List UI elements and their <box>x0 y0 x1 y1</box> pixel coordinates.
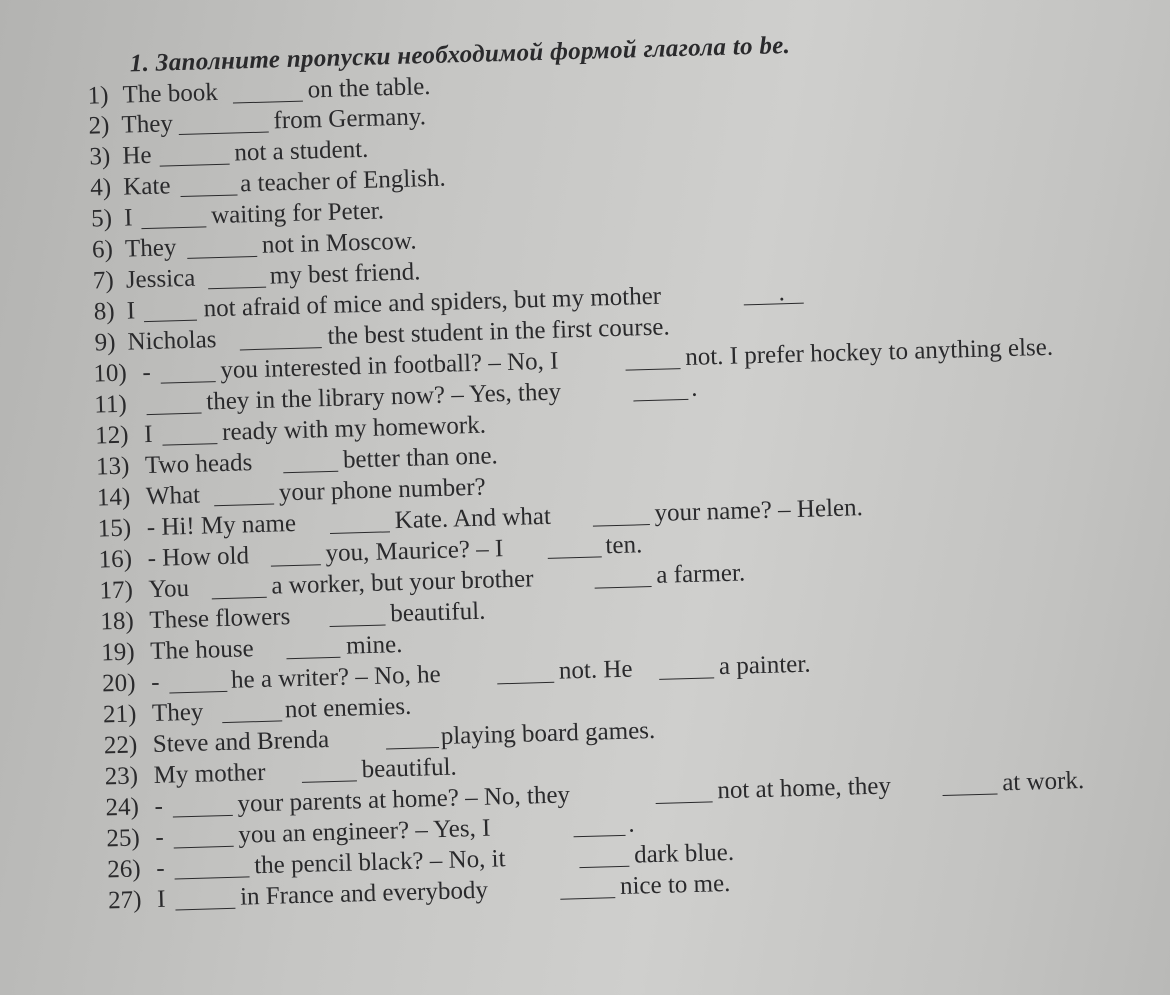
answer-blank[interactable] <box>283 471 338 474</box>
sentence-text: . <box>778 279 786 307</box>
sentence-number: 13) <box>95 452 130 481</box>
sentence-start: - <box>155 854 166 882</box>
answer-blank[interactable] <box>330 624 386 627</box>
sentence-start: - <box>150 668 160 697</box>
sentence-text: your phone number? <box>278 473 487 507</box>
sentence-text: nice to me. <box>619 869 731 901</box>
answer-blank[interactable] <box>208 287 266 290</box>
sentence-start: My mother <box>153 758 266 790</box>
sentence-text: a farmer. <box>655 559 746 589</box>
sentence-number: 21) <box>102 700 137 729</box>
sentence-start: Nicholas <box>127 326 217 356</box>
sentence-text: your parents at home? – No, they <box>237 781 571 818</box>
sentence-start: Two heads <box>144 449 253 480</box>
answer-blank[interactable] <box>169 691 227 694</box>
sentence-text: a teacher of English. <box>239 164 446 198</box>
sentence-text: a worker, but your brother <box>271 565 534 600</box>
sentence-text: not. I prefer hockey to anything else. <box>684 333 1054 372</box>
sentence-start: - <box>142 358 152 387</box>
answer-blank[interactable] <box>633 399 688 402</box>
answer-blank[interactable] <box>222 720 282 723</box>
answer-blank[interactable] <box>656 801 713 804</box>
sentence-start: - <box>155 823 165 851</box>
sentence-start: Steve and Brenda <box>152 726 330 759</box>
sentence-text: your name? – Helen. <box>654 494 864 527</box>
sentence-text: waiting for Peter. <box>210 197 385 230</box>
sentence-text: from Germany. <box>273 103 427 135</box>
sentence-start: Kate <box>122 172 171 201</box>
sentence-start: The book <box>122 78 219 109</box>
sentence-number: 15) <box>97 514 132 543</box>
answer-blank[interactable] <box>579 866 629 868</box>
sentence-number: 17) <box>99 576 134 605</box>
sentence-start: I <box>143 420 153 449</box>
sentence-text: beautiful. <box>361 753 458 784</box>
answer-blank[interactable] <box>240 347 322 350</box>
sentence-number: 25) <box>106 824 141 853</box>
sentence-text: better than one. <box>342 442 499 474</box>
answer-blank[interactable] <box>162 443 217 446</box>
sentence-text: you, Maurice? – I <box>325 535 504 568</box>
sentence-text: not enemies. <box>284 692 412 724</box>
sentence-start: The house <box>149 635 255 666</box>
answer-blank[interactable] <box>560 897 615 900</box>
sentence-number: 19) <box>100 638 135 667</box>
sentence-number: 16) <box>98 545 133 574</box>
exercise-title: 1. Заполните пропуски необходимой формой глагола to be. <box>129 31 791 78</box>
sentence-number: 24) <box>105 793 140 822</box>
sentence-text: dark blue. <box>633 838 735 869</box>
sentence-text: not in Moscow. <box>261 227 417 259</box>
sentence-text: not. He <box>558 655 633 685</box>
sentence-text: ten. <box>605 531 643 560</box>
sentence-start: - How old <box>147 542 250 573</box>
sentence-number: 6) <box>91 235 114 264</box>
answer-blank[interactable] <box>593 524 650 527</box>
sentence-number: 20) <box>101 669 136 698</box>
answer-blank[interactable] <box>548 556 602 559</box>
sentence-number: 1) <box>87 82 109 110</box>
sentence-number: 26) <box>106 855 142 884</box>
answer-blank[interactable] <box>179 132 269 136</box>
sentence-number: 23) <box>104 762 139 791</box>
sentence-number: 10) <box>93 359 128 388</box>
answer-blank[interactable] <box>497 682 554 685</box>
answer-blank[interactable] <box>943 793 998 796</box>
sentence-number: 12) <box>94 421 129 450</box>
sentence-number: 8) <box>93 297 115 326</box>
sentence-start: I <box>156 885 166 913</box>
sentence-text: mine. <box>345 631 403 660</box>
sentence-text: not a student. <box>233 135 369 167</box>
sentence-text: . <box>690 374 698 402</box>
answer-blank[interactable] <box>173 815 233 818</box>
sentence-start: - <box>154 792 164 820</box>
answer-blank[interactable] <box>574 835 626 837</box>
answer-blank[interactable] <box>175 876 250 879</box>
answer-blank[interactable] <box>181 194 238 197</box>
answer-blank[interactable] <box>595 586 652 589</box>
answer-blank[interactable] <box>144 320 197 322</box>
sentence-text: ready with my homework. <box>221 411 487 446</box>
sentence-text: they in the library now? – Yes, they <box>205 378 562 416</box>
sentence-start: He <box>122 141 152 170</box>
sentence-text: not at home, they <box>716 772 892 805</box>
sentence-start: These flowers <box>149 603 291 635</box>
sentence-text: the pencil black? – No, it <box>253 845 506 880</box>
answer-blank[interactable] <box>212 597 267 600</box>
sentence-number: 5) <box>90 204 113 233</box>
sentence-number: 14) <box>96 483 131 512</box>
answer-blank[interactable] <box>330 531 390 534</box>
answer-blank[interactable] <box>214 504 274 507</box>
sentence-text: at work. <box>1001 767 1085 797</box>
sentence-start: They <box>121 110 174 139</box>
answer-blank[interactable] <box>187 256 257 259</box>
sentence-start: What <box>145 481 201 511</box>
sentence-start: They <box>151 698 204 728</box>
sentence-start: They <box>124 234 177 263</box>
sentence-number: 27) <box>107 886 142 915</box>
sentence-text: in France and everybody <box>239 876 489 911</box>
answer-blank[interactable] <box>744 303 804 306</box>
answer-blank[interactable] <box>626 368 681 371</box>
answer-blank[interactable] <box>174 846 234 849</box>
sentence-start: I <box>123 204 133 232</box>
sentence-text: a painter. <box>718 650 811 681</box>
sentence-number: 3) <box>89 142 111 171</box>
answer-blank[interactable] <box>160 164 230 167</box>
sentence-number: 9) <box>94 328 116 357</box>
sentence-number: 18) <box>100 607 135 636</box>
sentence-text: playing board games. <box>440 716 656 750</box>
sentence-text: he a writer? – No, he <box>230 660 442 694</box>
sentence-number: 4) <box>89 173 112 202</box>
sentence-start: Jessica <box>125 264 196 294</box>
sentence-text: . <box>627 810 635 838</box>
sentence-start: - Hi! My name <box>146 509 297 542</box>
answer-blank[interactable] <box>302 780 357 783</box>
sentence-number: 11) <box>93 390 128 419</box>
answer-blank[interactable] <box>233 101 303 104</box>
sentence-text: you interested in football? – No, I <box>220 347 559 384</box>
sentence-text: on the table. <box>307 73 431 104</box>
sentence-start: I <box>126 297 136 325</box>
sentence-text: the best student in the first course. <box>327 313 671 350</box>
answer-blank[interactable] <box>286 657 340 660</box>
answer-blank[interactable] <box>386 747 439 749</box>
answer-blank[interactable] <box>271 564 321 566</box>
answer-blank[interactable] <box>147 413 202 416</box>
sentence-text: you an engineer? – Yes, I <box>238 814 491 849</box>
sentence-number: 2) <box>88 112 110 140</box>
sentence-text: my best friend. <box>269 258 421 290</box>
sentence-text: Kate. And what <box>394 502 552 535</box>
sentence-text: beautiful. <box>389 597 486 628</box>
sentence-text: not afraid of mice and spiders, but my mother <box>203 282 662 323</box>
sentence-number: 7) <box>92 266 115 295</box>
sentence-number: 22) <box>103 731 138 760</box>
answer-blank[interactable] <box>659 677 714 680</box>
answer-blank[interactable] <box>161 381 216 384</box>
answer-blank[interactable] <box>141 226 206 229</box>
answer-blank[interactable] <box>175 908 235 911</box>
sentence-start: You <box>148 574 190 604</box>
